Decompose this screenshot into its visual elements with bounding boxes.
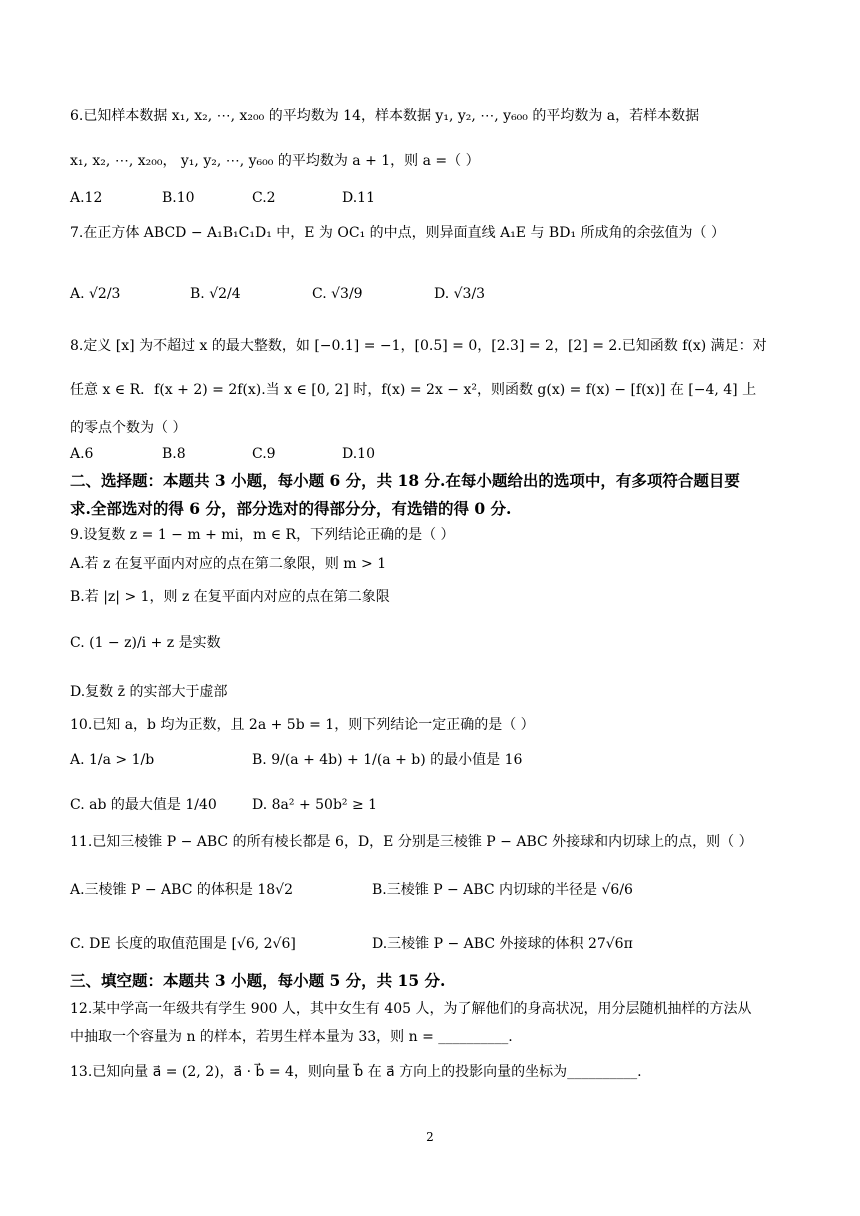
page-number: 2 (426, 1130, 434, 1144)
q9-option-a: A.若 z 在复平面内对应的点在第二象限，则 m > 1 (70, 556, 387, 572)
q11-option-a: A.三棱锥 P − ABC 的体积是 18√2 (70, 882, 293, 898)
section-2-heading-line1: 二、选择题：本题共 3 小题，每小题 6 分，共 18 分.在每小题给出的选项中，有多项符合题目要 (70, 471, 740, 490)
q9-option-d: D.复数 z̄ 的实部大于虚部 (70, 684, 228, 700)
q6-option-c: C.2 (252, 190, 276, 206)
q7-option-a: A. √2/3 (70, 286, 121, 302)
section-3-heading: 三、填空题：本题共 3 小题，每小题 5 分，共 15 分. (70, 971, 446, 990)
section-2-heading-line2: 求.全部选对的得 6 分，部分选对的得部分分，有选错的得 0 分. (70, 499, 512, 518)
q11-option-b: B.三棱锥 P − ABC 内切球的半径是 √6/6 (372, 882, 633, 898)
q8-option-a: A.6 (70, 446, 94, 462)
q6-option-b: B.10 (162, 190, 195, 206)
q11-line1: 11.已知三棱锥 P − ABC 的所有棱长都是 6，D，E 分别是三棱锥 P − ABC 外接球和内切球上的点，则（ ） (70, 834, 753, 850)
q11-option-d: D.三棱锥 P − ABC 外接球的体积 27√6π (372, 936, 633, 952)
q7-option-d: D. √3/3 (434, 286, 486, 302)
q11-option-c: C. DE 长度的取值范围是 [√6, 2√6] (70, 936, 296, 952)
q8-line1: 8.定义 [x] 为不超过 x 的最大整数，如 [−0.1] = −1，[0.5] = 0，[2.3] = 2，[2] = 2.已知函数 f(x) 满足：对 (70, 338, 767, 354)
q12-line2: 中抽取一个容量为 n 的样本，若男生样本量为 33，则 n = __________. (70, 1029, 513, 1045)
q8-option-b: B.8 (162, 446, 186, 462)
q8-option-c: C.9 (252, 446, 276, 462)
q8-line2: 任意 x ∈ R．f(x + 2) = 2f(x).当 x ∈ [0, 2] 时，f(x) = 2x − x²，则函数 g(x) = f(x) − [f(x)] 在 [−4, 4] 上 (70, 382, 757, 398)
q12-line1: 12.某中学高一年级共有学生 900 人，其中女生有 405 人，为了解他们的身高状况，用分层随机抽样的方法从 (70, 1001, 752, 1017)
q9-option-c: C. (1 − z)/i + z 是实数 (70, 635, 221, 651)
q8-line3: 的零点个数为（ ） (70, 420, 187, 436)
q10-line1: 10.已知 a，b 均为正数，且 2a + 5b = 1，则下列结论一定正确的是（ ） (70, 717, 535, 733)
q6-option-d: D.11 (342, 190, 375, 206)
q9-option-b: B.若 |z| > 1，则 z 在复平面内对应的点在第二象限 (70, 589, 390, 605)
q13-line1: 13.已知向量 a⃗ = (2, 2)，a⃗ · b⃗ = 4，则向量 b⃗ 在 a⃗ 方向上的投影向量的坐标为__________. (70, 1064, 642, 1080)
q6-line1: 6.已知样本数据 x₁, x₂, ⋯, x₂₀₀ 的平均数为 14，样本数据 y₁, y₂, ⋯, y₆₀₀ 的平均数为 a，若样本数据 (70, 108, 700, 124)
q7-line1: 7.在正方体 ABCD − A₁B₁C₁D₁ 中，E 为 OC₁ 的中点，则异面直线 A₁E 与 BD₁ 所成角的余弦值为（ ） (70, 225, 725, 241)
q6-option-a: A.12 (70, 190, 103, 206)
q10-option-b: B. 9/(a + 4b) + 1/(a + b) 的最小值是 16 (252, 752, 523, 768)
q10-option-c: C. ab 的最大值是 1/40 (70, 797, 217, 813)
q7-option-b: B. √2/4 (190, 286, 241, 302)
q7-option-c: C. √3/9 (312, 286, 363, 302)
q10-option-a: A. 1/a > 1/b (70, 752, 155, 768)
q8-option-d: D.10 (342, 446, 375, 462)
q6-line2: x₁, x₂, ⋯, x₂₀₀， y₁, y₂, ⋯, y₆₀₀ 的平均数为 a + 1，则 a =（ ） (70, 153, 480, 169)
q10-option-d: D. 8a² + 50b² ≥ 1 (252, 797, 378, 813)
q9-line1: 9.设复数 z = 1 − m + mi，m ∈ R，下列结论正确的是（ ） (70, 527, 455, 543)
